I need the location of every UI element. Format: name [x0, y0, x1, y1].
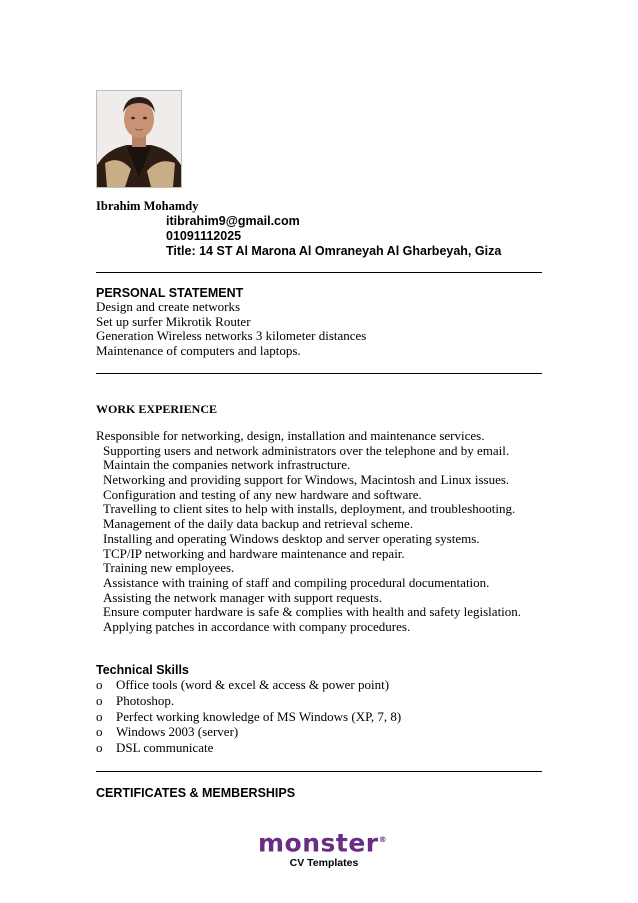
work-experience-heading: WORK EXPERIENCE	[96, 402, 218, 416]
work-experience-list	[96, 429, 521, 635]
skill-text: Windows 2003 (server)	[116, 724, 239, 740]
bullet-icon: o	[96, 677, 103, 692]
bullet-icon: o	[96, 724, 103, 740]
list-item: Configuration and testing of any new hardware and software.	[103, 486, 422, 502]
bullet-icon: o	[96, 708, 103, 724]
list-item: Generation Wireless networks 3 kilometer distances	[96, 328, 367, 344]
certificates-heading: CERTIFICATES & MEMBERSHIPS	[96, 786, 296, 800]
bullet-icon: o	[96, 692, 103, 708]
portrait-image	[97, 91, 181, 187]
list-item	[96, 740, 401, 756]
technical-skills-heading: Technical Skills	[96, 663, 189, 677]
profile-photo	[96, 90, 182, 188]
logo-brand: monster	[258, 828, 379, 858]
phone-number: 01091112025	[166, 229, 242, 243]
list-item: Networking and providing support for Windows, Macintosh and Linux issues.	[103, 472, 510, 488]
trademark-mark: ®	[378, 835, 388, 844]
divider	[96, 771, 542, 772]
skill-text: Office tools (word & excel & access & power point)	[116, 677, 390, 692]
list-item: Assisting the network manager with support requests.	[103, 589, 383, 605]
list-item: Training new employees.	[103, 560, 235, 576]
skill-text: DSL communicate	[116, 740, 214, 756]
skill-text: Photoshop.	[116, 692, 175, 708]
divider	[96, 272, 542, 273]
list-item: Installing and operating Windows desktop and server operating systems.	[103, 530, 480, 546]
list-item: Assistance with training of staff and compiling procedural documentation.	[103, 574, 490, 590]
list-item	[96, 677, 401, 693]
list-item: Ensure computer hardware is safe & complies with health and safety legislation.	[103, 604, 522, 620]
personal-statement-heading: PERSONAL STATEMENT	[96, 286, 244, 300]
bullet-icon: o	[96, 740, 103, 756]
personal-statement-list	[96, 300, 366, 359]
home-address: Title: 14 ST Al Marona Al Omraneyah Al Gharbeyah, Giza	[166, 244, 502, 258]
work-intro: Responsible for networking, design, installation and maintenance services.	[96, 428, 485, 443]
logo-wordmark	[258, 826, 388, 858]
list-item: Travelling to client sites to help with installs, deployment, and troubleshooting.	[103, 501, 516, 517]
list-item: Supporting users and network administrators over the telephone and by email.	[103, 442, 510, 458]
skill-text: Perfect working knowledge of MS Windows (XP, 7, 8)	[116, 708, 402, 724]
list-item	[96, 724, 401, 740]
list-item: Applying patches in accordance with company procedures.	[103, 618, 411, 634]
technical-skills-list	[96, 677, 401, 756]
list-item: Maintain the companies network infrastructure.	[103, 457, 351, 473]
logo-subtitle: CV Templates	[289, 857, 359, 870]
list-item: Maintenance of computers and laptops.	[96, 343, 301, 359]
list-item	[96, 693, 401, 709]
list-item: Management of the daily data backup and retrieval scheme.	[103, 516, 414, 532]
list-item	[96, 709, 401, 725]
list-item: Set up surfer Mikrotik Router	[96, 313, 251, 329]
candidate-name: Ibrahim Mohamdy	[96, 199, 199, 213]
list-item: Design and create networks	[96, 299, 241, 314]
divider	[96, 373, 542, 374]
monster-logo	[258, 826, 388, 870]
email-address: itibrahim9@gmail.com	[166, 214, 300, 228]
list-item: TCP/IP networking and hardware maintenance and repair.	[103, 545, 405, 561]
